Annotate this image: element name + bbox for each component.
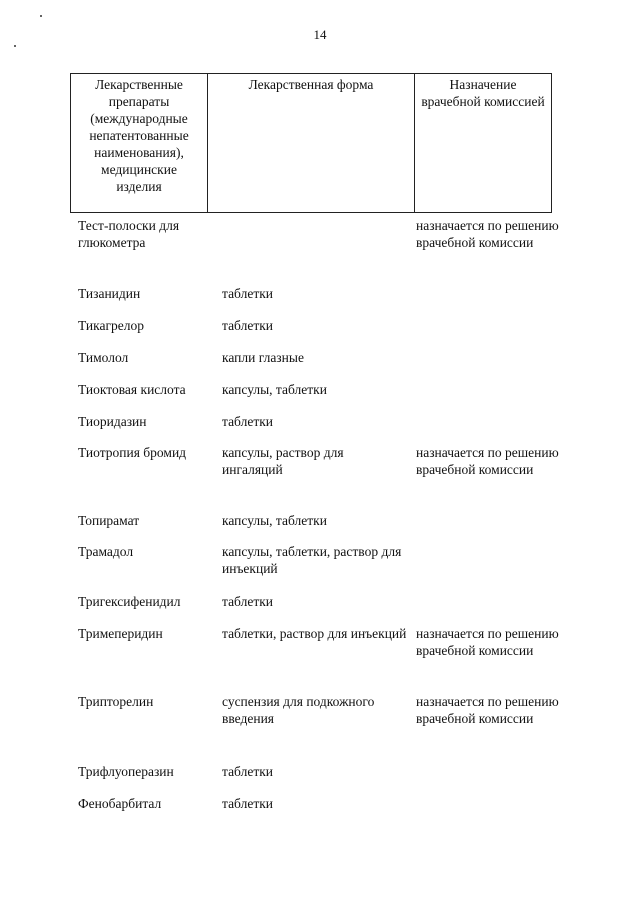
drug-name: Тизанидин bbox=[78, 286, 141, 301]
commission-note: назначается по решению врачебной комиссии bbox=[416, 218, 559, 250]
dosage-form: капсулы, таблетки bbox=[222, 382, 327, 397]
table-header bbox=[70, 73, 552, 213]
dosage-form: таблетки bbox=[222, 318, 274, 333]
dosage-form: таблетки bbox=[222, 286, 274, 301]
page-number: 14 bbox=[313, 27, 327, 42]
drug-name: Тиоктовая кислота bbox=[78, 382, 186, 397]
drug-name: Трифлуоперазин bbox=[78, 764, 174, 779]
drug-name: Тикагрелор bbox=[78, 318, 144, 333]
drug-name: Топирамат bbox=[78, 513, 140, 528]
dosage-form: капсулы, раствор для ингаляций bbox=[222, 445, 344, 477]
dosage-form: капли глазные bbox=[222, 350, 304, 365]
dosage-form: таблетки bbox=[222, 414, 274, 429]
dosage-form: капсулы, таблетки, раствор для инъекций bbox=[222, 544, 402, 576]
dosage-form: таблетки bbox=[222, 594, 274, 609]
drug-name: Тримеперидин bbox=[78, 626, 163, 641]
commission-note: назначается по решению врачебной комиссии bbox=[416, 694, 559, 726]
commission-note: назначается по решению врачебной комиссии bbox=[416, 445, 559, 477]
scan-speck bbox=[40, 15, 42, 17]
commission-note: назначается по решению врачебной комиссии bbox=[416, 626, 559, 658]
header-dosage-form: Лекарственная форма bbox=[208, 74, 415, 213]
drug-name: Тиотропия бромид bbox=[78, 445, 187, 460]
drug-name: Тест-полоски для глюкометра bbox=[78, 218, 180, 250]
drug-name: Трамадол bbox=[78, 544, 134, 559]
scan-speck bbox=[14, 45, 16, 47]
drug-name: Тиоридазин bbox=[78, 414, 147, 429]
header-drug-name: Лекарственные препараты (международные непатентованные наименования), медицинские изделия bbox=[71, 74, 208, 213]
dosage-form: таблетки bbox=[222, 796, 274, 811]
drug-name: Тригексифенидил bbox=[78, 594, 181, 609]
drug-name: Фенобарбитал bbox=[78, 796, 162, 811]
dosage-form: капсулы, таблетки bbox=[222, 513, 327, 528]
drug-name: Трипторелин bbox=[78, 694, 154, 709]
dosage-form: таблетки bbox=[222, 764, 274, 779]
drug-name: Тимолол bbox=[78, 350, 129, 365]
header-commission: Назначение врачебной комиссией bbox=[415, 74, 552, 213]
dosage-form: таблетки, раствор для инъекций bbox=[222, 626, 407, 641]
dosage-form: суспензия для подкожного введения bbox=[222, 694, 375, 726]
